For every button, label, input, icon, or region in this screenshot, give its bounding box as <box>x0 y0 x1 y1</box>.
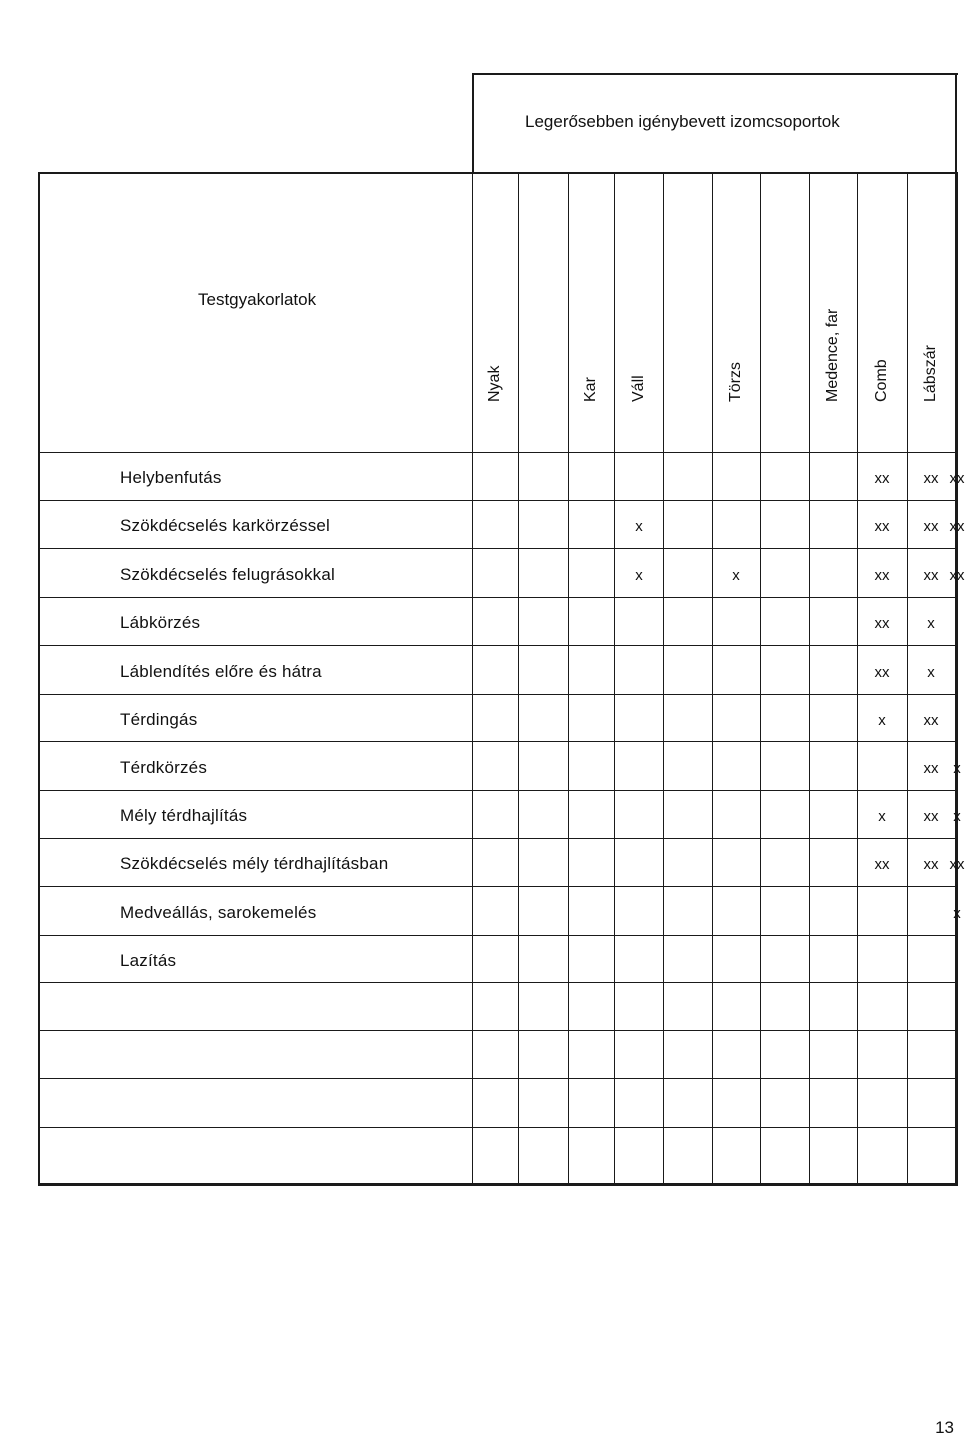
cell-mark: xx <box>874 856 890 873</box>
cell-mark: xx <box>949 856 965 873</box>
table-rule <box>614 172 615 1183</box>
table-rule <box>760 172 761 1183</box>
row-label: Láblendítés előre és hátra <box>120 662 322 681</box>
column-header: Kar <box>582 377 599 402</box>
cell-mark: x <box>953 808 961 825</box>
cell-mark: x <box>927 664 935 681</box>
cell-mark: xx <box>874 518 890 535</box>
group-header: Legerősebben igénybevett izomcsoportok <box>525 112 840 131</box>
table-rule <box>472 172 473 1183</box>
column-header: Törzs <box>727 362 744 402</box>
cell-mark: xx <box>874 615 890 632</box>
row-label: Térdkörzés <box>120 758 208 777</box>
cell-mark: xx <box>923 856 939 873</box>
table-rule <box>955 172 956 1183</box>
row-label: Lazítás <box>120 951 177 970</box>
table-rule <box>38 982 958 983</box>
row-label: Szökdécselés mély térdhajlításban <box>120 854 389 873</box>
column-header: Váll <box>630 375 647 402</box>
column-header: Nyak <box>486 365 503 402</box>
cell-mark: xx <box>923 760 939 777</box>
table-rule <box>38 172 958 174</box>
table-rule <box>38 645 958 646</box>
table-rule <box>38 935 958 936</box>
table-rule <box>38 548 958 549</box>
page-number: 13 <box>935 1418 954 1437</box>
cell-mark: x <box>878 712 886 729</box>
cell-mark: x <box>732 567 740 584</box>
row-label: Szökdécselés karkörzéssel <box>120 516 331 535</box>
row-label: Mély térdhajlítás <box>120 806 248 825</box>
column-header: Lábszár <box>922 345 939 402</box>
table-rule <box>38 597 958 598</box>
table-rule <box>955 73 957 172</box>
cell-mark: x <box>953 905 961 922</box>
table-rule <box>38 886 958 887</box>
table-rule <box>518 172 519 1183</box>
table-rule <box>38 790 958 791</box>
row-label: Helybenfutás <box>120 468 222 487</box>
table-rule <box>568 172 569 1183</box>
table-rule <box>38 452 958 453</box>
cell-mark: xx <box>949 567 965 584</box>
cell-mark: xx <box>949 518 965 535</box>
table-rule <box>38 500 958 501</box>
table-rule <box>472 73 958 75</box>
row-label: Szökdécselés felugrásokkal <box>120 565 335 584</box>
cell-mark: xx <box>923 470 939 487</box>
table-rule <box>663 172 664 1183</box>
cell-mark: x <box>927 615 935 632</box>
table-rule <box>956 172 958 1183</box>
table-rule <box>809 172 810 1183</box>
row-label: Medveállás, sarokemelés <box>120 903 317 922</box>
table-rule <box>38 172 40 1183</box>
row-label: Térdingás <box>120 710 198 729</box>
cell-mark: x <box>878 808 886 825</box>
cell-mark: xx <box>923 567 939 584</box>
row-label: Lábkörzés <box>120 613 201 632</box>
cell-mark: x <box>953 760 961 777</box>
cell-mark: x <box>635 567 643 584</box>
table-rule <box>857 172 858 1183</box>
cell-mark: xx <box>923 712 939 729</box>
table-rule <box>38 694 958 695</box>
cell-mark: xx <box>874 567 890 584</box>
table-rule <box>38 741 958 742</box>
cell-mark: xx <box>923 518 939 535</box>
cell-mark: x <box>635 518 643 535</box>
table-rule <box>38 1183 958 1186</box>
column-header: Medence, far <box>824 308 841 402</box>
exercise-header: Testgyakorlatok <box>198 290 317 309</box>
cell-mark: xx <box>949 470 965 487</box>
cell-mark: xx <box>874 664 890 681</box>
table-rule <box>712 172 713 1183</box>
table-rule <box>472 73 474 172</box>
cell-mark: xx <box>923 808 939 825</box>
table-rule <box>38 1078 958 1079</box>
table-rule <box>38 1030 958 1031</box>
table-rule <box>38 838 958 839</box>
cell-mark: xx <box>874 470 890 487</box>
table-rule <box>38 1127 958 1128</box>
column-header: Comb <box>873 359 890 402</box>
